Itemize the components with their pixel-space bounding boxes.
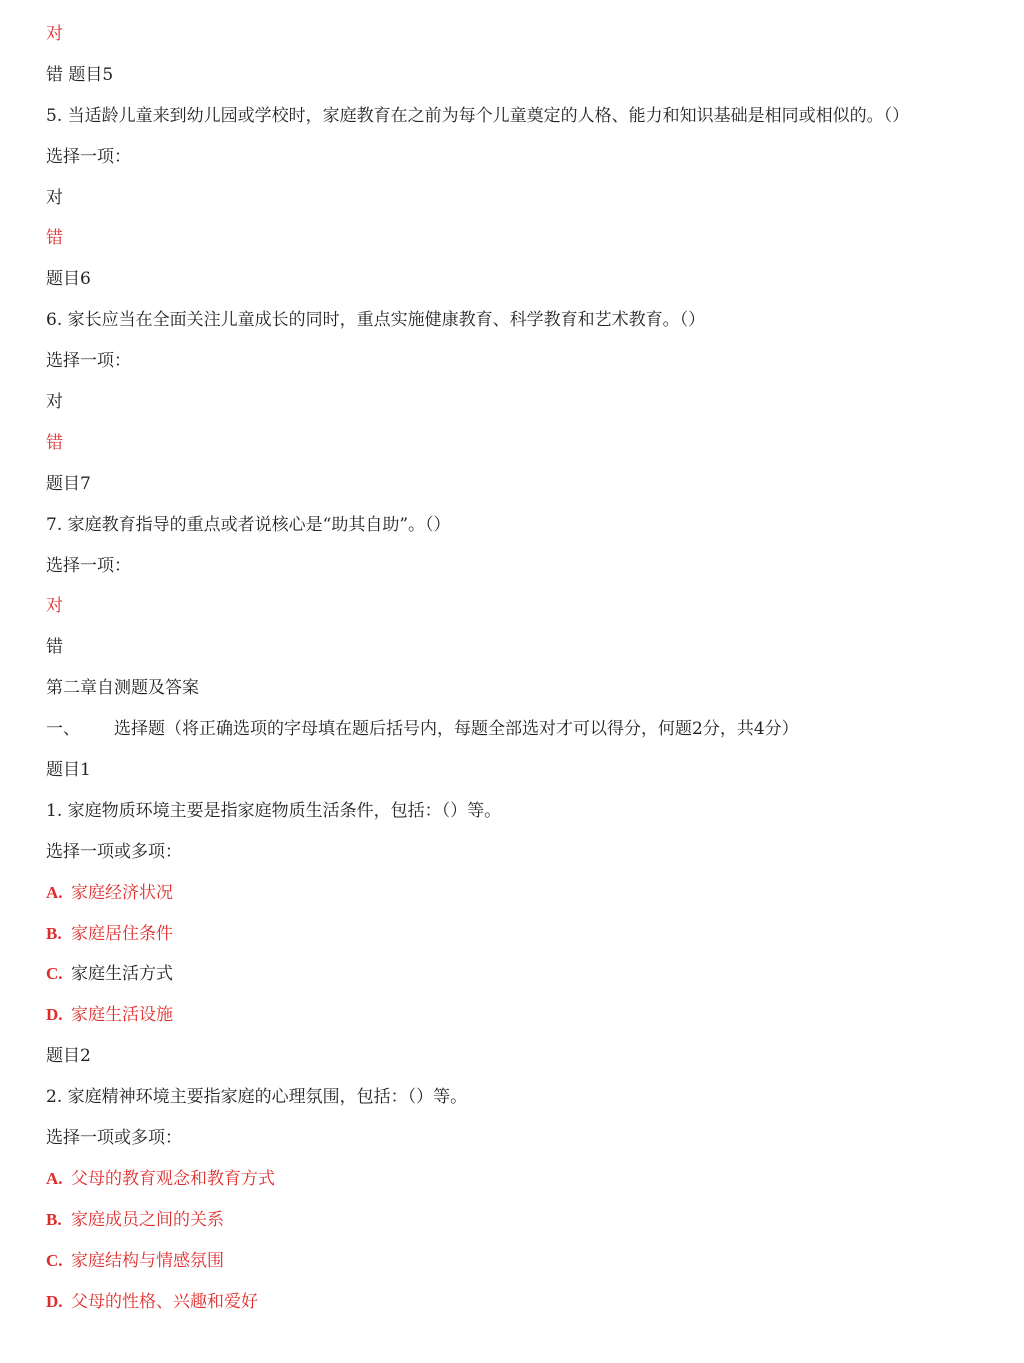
text-line	[46, 668, 984, 709]
line-text: 错	[46, 637, 63, 658]
line-text: 错	[46, 432, 63, 453]
text-line	[46, 505, 984, 546]
option-letter: A.	[46, 882, 63, 902]
line-text: 对	[46, 392, 63, 413]
text-line	[46, 96, 984, 137]
section-number: 一、	[46, 719, 80, 740]
text-line	[46, 14, 984, 55]
line-text: 对	[46, 24, 63, 44]
text-line	[46, 832, 984, 873]
option-letter: C.	[46, 1250, 63, 1270]
option-letter: B.	[46, 923, 62, 943]
line-text: 题目6	[46, 269, 91, 290]
text-line	[46, 218, 984, 259]
line-text: 1. 家庭物质环境主要是指家庭物质生活条件，包括：（）等。	[46, 800, 502, 821]
text-line	[46, 382, 984, 423]
option-text: 家庭居住条件	[71, 923, 173, 944]
text-line	[46, 750, 984, 791]
line-text: 6. 家长应当在全面关注儿童成长的同时，重点实施健康教育、科学教育和艺术教育。（）	[46, 310, 706, 331]
text-line	[46, 586, 984, 627]
line-text: 题目2	[46, 1046, 91, 1067]
text-line	[46, 55, 984, 96]
answer-option	[46, 1241, 984, 1282]
text-line	[46, 464, 984, 505]
text-line	[46, 1077, 984, 1118]
line-text: 对	[46, 596, 63, 617]
line-text: 题目7	[46, 473, 91, 494]
line-text: 5. 当适龄儿童来到幼儿园或学校时，家庭教育在之前为每个儿童奠定的人格、能力和知识基础是相同或相似的。（）	[46, 105, 910, 126]
line-text: 选择一项或多项：	[46, 841, 182, 862]
option-letter: C.	[46, 964, 63, 984]
line-text: 选择一项：	[46, 146, 131, 167]
line-text: 题目1	[46, 760, 91, 781]
option-letter: A.	[46, 1168, 63, 1188]
answer-option	[46, 873, 984, 914]
text-line	[46, 709, 984, 750]
option-letter: D.	[46, 1005, 63, 1025]
document-body	[46, 14, 984, 1323]
text-line	[46, 546, 984, 587]
text-line	[46, 259, 984, 300]
text-line	[46, 791, 984, 832]
answer-option	[46, 1282, 984, 1323]
text-line	[46, 627, 984, 668]
line-text: 选择一项：	[46, 351, 131, 372]
text-line	[46, 1118, 984, 1159]
line-text: 错	[46, 228, 63, 249]
option-text: 家庭结构与情感氛围	[71, 1250, 224, 1271]
line-text: 2. 家庭精神环境主要指家庭的心理氛围，包括：（）等。	[46, 1087, 468, 1108]
answer-option	[46, 1200, 984, 1241]
option-text: 家庭经济状况	[71, 882, 173, 903]
text-line	[46, 300, 984, 341]
answer-option	[46, 914, 984, 955]
answer-option	[46, 954, 984, 995]
line-text: 选择题（将正确选项的字母填在题后括号内，每题全部选对才可以得分，何题2分，共4分）	[114, 719, 799, 740]
line-text: 错 题目5	[46, 64, 114, 85]
text-line	[46, 178, 984, 219]
option-text: 父母的性格、兴趣和爱好	[71, 1291, 258, 1312]
answer-option	[46, 995, 984, 1036]
option-letter: D.	[46, 1291, 63, 1311]
line-text: 对	[46, 187, 63, 208]
answer-option	[46, 1159, 984, 1200]
text-line	[46, 341, 984, 382]
option-text: 父母的教育观念和教育方式	[71, 1168, 275, 1189]
line-text: 选择一项：	[46, 555, 131, 576]
text-line	[46, 1036, 984, 1077]
option-text: 家庭生活方式	[71, 964, 173, 985]
option-text: 家庭生活设施	[71, 1005, 173, 1026]
line-text: 选择一项或多项：	[46, 1128, 182, 1149]
line-text: 7. 家庭教育指导的重点或者说核心是“助其自助”。（）	[46, 514, 451, 535]
text-line	[46, 423, 984, 464]
option-text: 家庭成员之间的关系	[71, 1209, 224, 1230]
text-line	[46, 137, 984, 178]
option-letter: B.	[46, 1209, 62, 1229]
line-text: 第二章自测题及答案	[46, 678, 199, 699]
